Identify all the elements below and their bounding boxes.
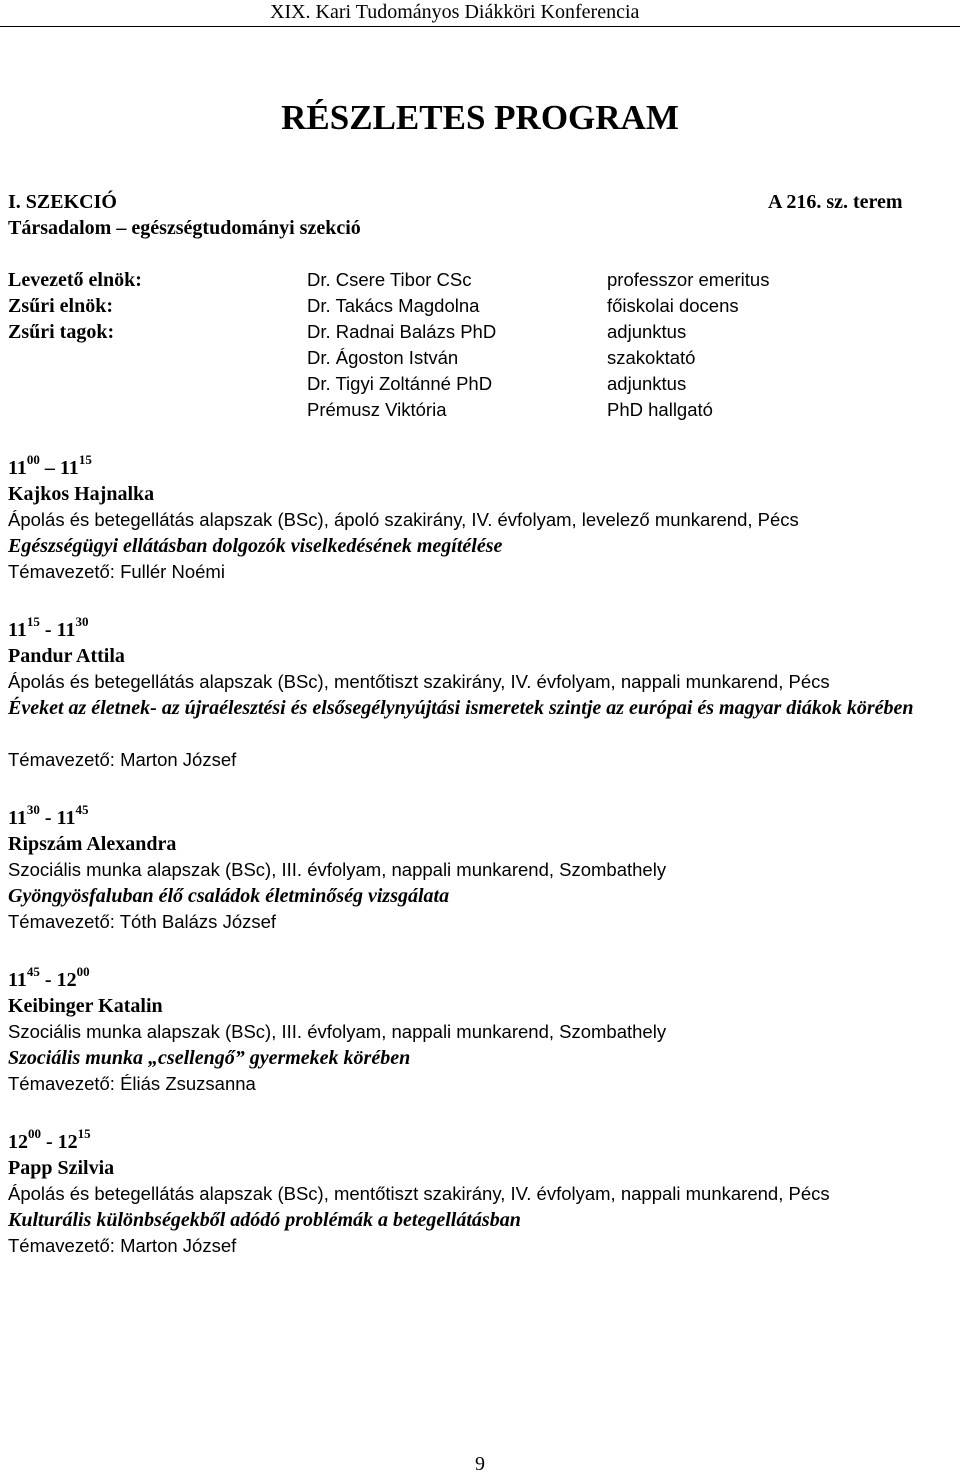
- committee-member-position: PhD hallgató: [607, 399, 713, 420]
- presenter-name: Kajkos Hajnalka: [8, 483, 155, 505]
- committee-member-position: professzor emeritus: [607, 269, 770, 290]
- section-room: A 216. sz. terem: [768, 191, 903, 213]
- talk-title: Szociális munka „csellengő” gyermekek körében: [8, 1047, 411, 1069]
- section-name: I. SZEKCIÓ: [8, 191, 117, 213]
- presenter-name: Pandur Attila: [8, 645, 125, 667]
- committee-member-name: Dr. Tigyi Zoltánné PhD: [307, 373, 493, 394]
- talk-title: Kulturális különbségekből adódó problémák a betegellátásban: [8, 1209, 521, 1231]
- time-slot: $11^{45} - 12^{00}$: [8, 964, 90, 991]
- section-subtitle: Társadalom – egészségtudományi szekció: [8, 217, 361, 239]
- time-slot: $11^{15} - 11^{30}$: [8, 614, 89, 641]
- committee-member-name: Dr. Takács Magdolna: [307, 295, 480, 316]
- presenter-program: Ápolás és betegellátás alapszak (BSc), mentőtiszt szakirány, IV. évfolyam, nappali munkarend, Pécs: [8, 671, 830, 692]
- supervisor: Témavezető: Tóth Balázs József: [8, 911, 277, 932]
- presenter-program: Ápolás és betegellátás alapszak (BSc), mentőtiszt szakirány, IV. évfolyam, nappali munkarend, Pécs: [8, 1183, 830, 1204]
- committee-member-name: Dr. Csere Tibor CSc: [307, 269, 472, 290]
- committee-member-name: Prémusz Viktória: [307, 399, 447, 420]
- supervisor: Témavezető: Éliás Zsuzsanna: [8, 1073, 256, 1094]
- running-header: [0, 0, 960, 27]
- committee-member-position: főiskolai docens: [607, 295, 739, 316]
- presenter-name: Keibinger Katalin: [8, 995, 163, 1017]
- presenter-program: Ápolás és betegellátás alapszak (BSc), ápoló szakirány, IV. évfolyam, levelező munkarend, Pécs: [8, 509, 799, 530]
- conference-title: XIX. Kari Tudományos Diákköri Konferencia: [270, 1, 640, 23]
- supervisor: Témavezető: Marton József: [8, 749, 237, 770]
- page-number: 9: [475, 1453, 485, 1475]
- committee-member-position: adjunktus: [607, 321, 687, 342]
- presenter-program: Szociális munka alapszak (BSc), III. évfolyam, nappali munkarend, Szombathely: [8, 1021, 667, 1042]
- presenter-name: Ripszám Alexandra: [8, 833, 177, 855]
- committee-member-name: Dr. Radnai Balázs PhD: [307, 321, 497, 342]
- talk-title: Éveket az életnek- az újraélesztési és elsősegélynyújtási ismeretek szintje az európai és magyar diákok körében: [8, 697, 914, 719]
- time-slot: $11^{30} - 11^{45}$: [8, 802, 89, 829]
- time-slot: $11^{00} - 11^{15}$: [8, 452, 92, 479]
- presenter-name: Papp Szilvia: [8, 1157, 115, 1179]
- talk-title: Egészségügyi ellátásban dolgozók viselkedésének megítélése: [8, 535, 503, 557]
- committee-role: Zsűri elnök:: [8, 295, 114, 317]
- committee-member-position: szakoktató: [607, 347, 696, 368]
- presenter-program: Szociális munka alapszak (BSc), III. évfolyam, nappali munkarend, Szombathely: [8, 859, 667, 880]
- committee-member-name: Dr. Ágoston István: [307, 347, 459, 368]
- page-title: RÉSZLETES PROGRAM: [281, 98, 679, 137]
- supervisor: Témavezető: Marton József: [8, 1235, 237, 1256]
- committee-member-position: adjunktus: [607, 373, 687, 394]
- talk-title: Gyöngyösfaluban élő családok életminőség vizsgálata: [8, 885, 450, 907]
- committee-role: Levezető elnök:: [8, 269, 142, 291]
- supervisor: Témavezető: Fullér Noémi: [8, 561, 225, 582]
- committee-role: Zsűri tagok:: [8, 321, 115, 343]
- time-slot: $12^{00} - 12^{15}$: [8, 1126, 91, 1153]
